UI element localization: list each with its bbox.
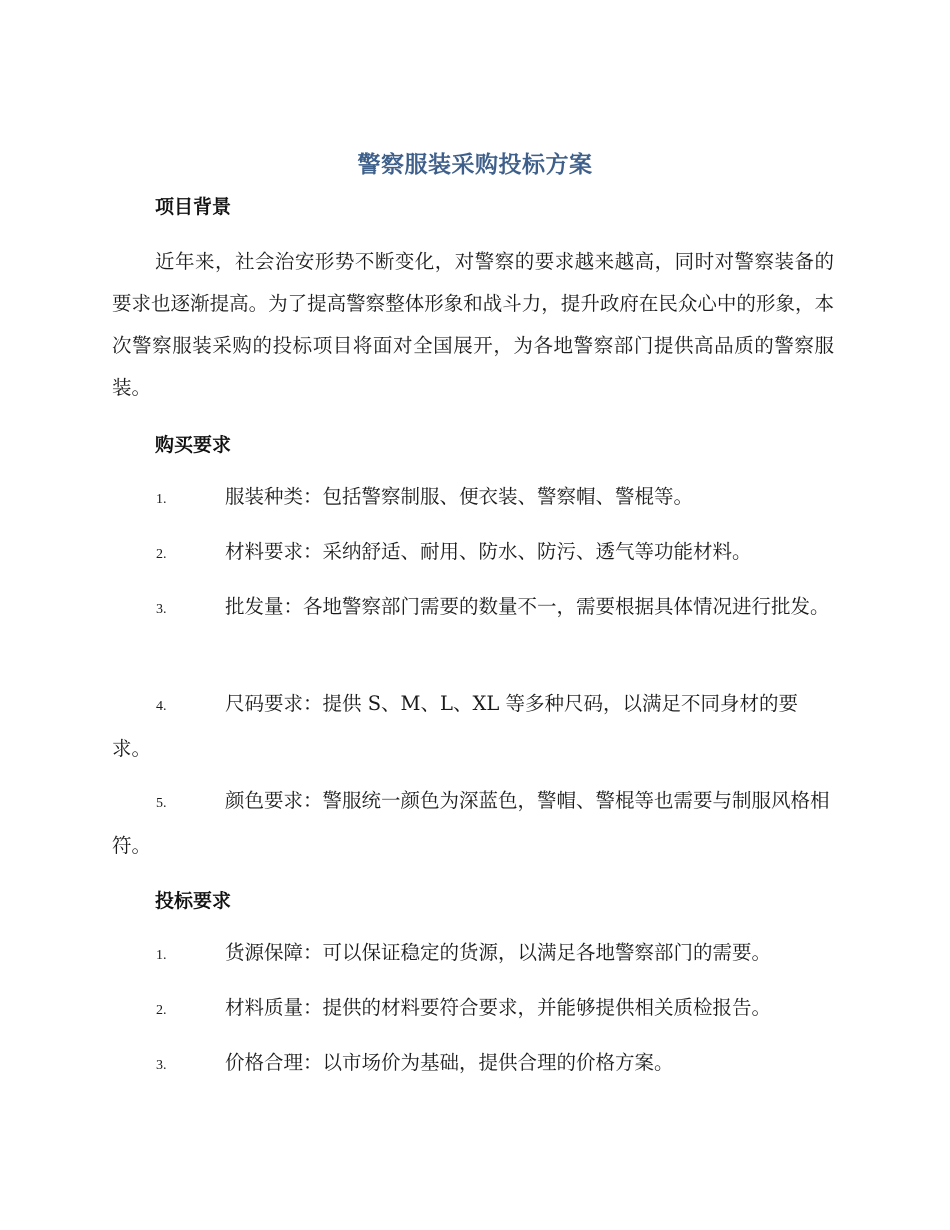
- list-item-text: 货源保障：可以保证稳定的货源，以满足各地警察部门的需要。: [225, 941, 772, 964]
- list-item: [112, 683, 834, 770]
- background-paragraph: 近年来，社会治安形势不断变化，对警察的要求越来越高，同时对警察装备的要求也逐渐提高。为了提高警察整体形象和战斗力，提升政府在民众心中的形象，本次警察服装采购的投标项目将面对全国展开，为各地警察部门提供高品质的警察服装。: [112, 250, 834, 399]
- list-item: [112, 932, 834, 977]
- list-item-number: 1.: [156, 492, 167, 507]
- list-item: [112, 780, 834, 867]
- list-item-number: 2.: [156, 1003, 167, 1018]
- list-item-text: 批发量：各地警察部门需要的数量不一，需要根据具体情况进行批发。: [225, 595, 830, 618]
- document-title: 警察服装采购投标方案: [357, 152, 593, 178]
- list-item-text: 材料要求：采纳舒适、耐用、防水、防污、透气等功能材料。: [225, 540, 752, 563]
- list-item: [112, 531, 834, 576]
- list-item: [112, 586, 834, 631]
- section-heading-background: 项目背景: [155, 196, 232, 218]
- list-item-number: 3.: [156, 1058, 167, 1073]
- list-item-number: 2.: [156, 547, 167, 562]
- list-item-text: 尺码要求：提供 S、M、L、XL 等多种尺码，以满足不同身材的要求。: [112, 692, 799, 760]
- section-heading-purchase-requirements: 购买要求: [155, 434, 232, 456]
- list-item-text: 服装种类：包括警察制服、便衣装、警察帽、警棍等。: [225, 485, 694, 508]
- list-item: [112, 476, 834, 521]
- list-item: [112, 1042, 834, 1087]
- list-item-text: 价格合理：以市场价为基础，提供合理的价格方案。: [225, 1051, 674, 1074]
- list-item-number: 5.: [156, 796, 167, 811]
- list-item: [112, 987, 834, 1032]
- list-item-number: 3.: [156, 602, 167, 617]
- list-item-text: 材料质量：提供的材料要符合要求，并能够提供相关质检报告。: [225, 996, 772, 1019]
- list-item-number: 4.: [156, 699, 167, 714]
- list-item-number: 1.: [156, 948, 167, 963]
- list-item-text: 颜色要求：警服统一颜色为深蓝色，警帽、警棍等也需要与制服风格相符。: [112, 789, 830, 857]
- section-heading-bidding-requirements: 投标要求: [155, 890, 232, 912]
